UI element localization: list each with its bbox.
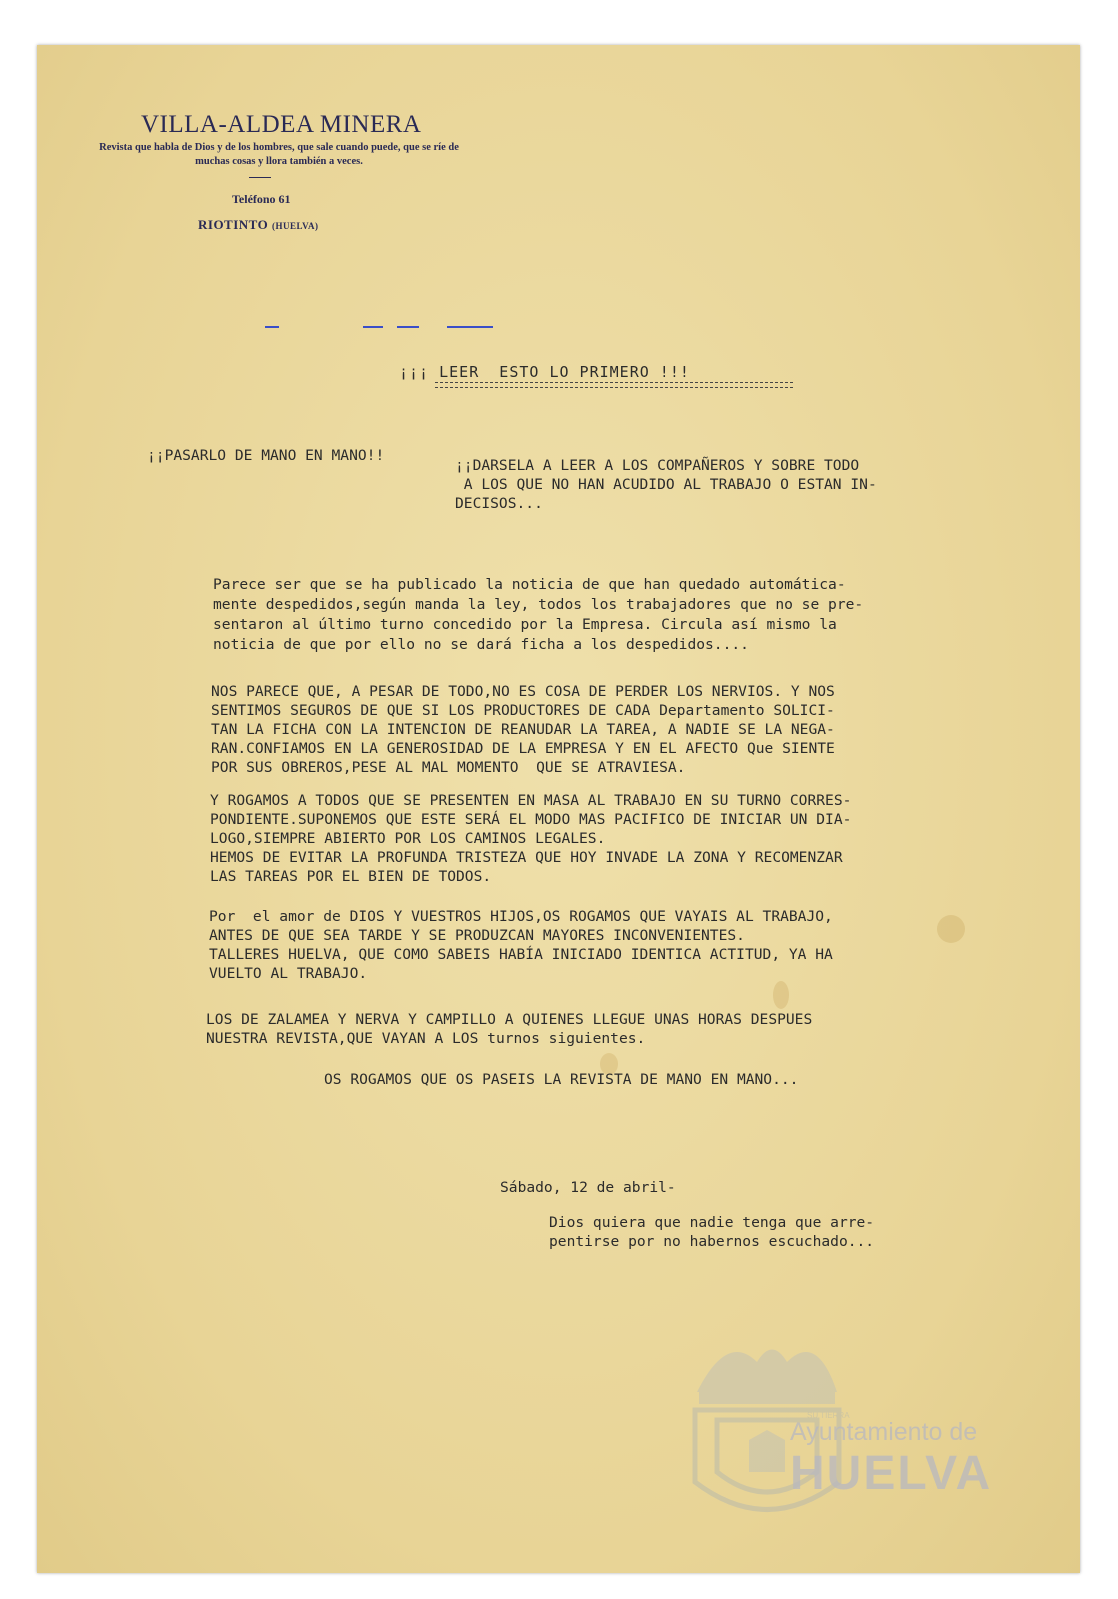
signoff-line: pentirse por no habernos escuchado... xyxy=(549,1233,875,1250)
paragraph1-line: sentaron al último turno concedido por la Empresa. Circula así mismo la xyxy=(213,616,837,633)
blue-mark xyxy=(265,326,279,328)
heading-underline xyxy=(435,382,793,388)
pass-it-on: ¡¡PASARLO DE MANO EN MANO!! xyxy=(147,447,385,464)
main-heading: ¡¡¡ LEER ESTO LO PRIMERO !!! xyxy=(399,363,690,381)
paragraph3-line: HEMOS DE EVITAR LA PROFUNDA TRISTEZA QUE HOY INVADE LA ZONA Y RECOMENZAR xyxy=(210,849,843,866)
paragraph4-line: VUELTO AL TRABAJO. xyxy=(209,965,368,982)
letterhead-subtitle: Revista que habla de Dios y de los hombres, que sale cuando puede, que se ríe de muchas cosas y llora también a veces. xyxy=(99,142,459,167)
paragraph4-line: Por el amor de DIOS Y VUESTROS HIJOS,OS ROGAMOS QUE VAYAIS AL TRABAJO, xyxy=(209,908,833,925)
city-name: RIOTINTO xyxy=(198,217,269,232)
paragraph3-line: LOGO,SIEMPRE ABIERTO POR LOS CAMINOS LEGALES. xyxy=(210,830,606,847)
paragraph2-line: RAN.CONFIAMOS EN LA GENEROSIDAD DE LA EMPRESA Y EN EL AFECTO Que SIENTE xyxy=(211,740,835,757)
letterhead-phone: Teléfono 61 xyxy=(232,192,291,206)
paragraph2-line: TAN LA FICHA CON LA INTENCION DE REANUDAR LA TAREA, A NADIE SE LA NEGA- xyxy=(211,721,835,738)
blue-mark xyxy=(447,326,493,328)
paragraph3-line: Y ROGAMOS A TODOS QUE SE PRESENTEN EN MASA AL TRABAJO EN SU TURNO CORRES- xyxy=(210,792,852,809)
date-line: Sábado, 12 de abril- xyxy=(500,1179,676,1196)
paragraph5-line: NUESTRA REVISTA,QUE VAYAN A LOS turnos siguientes. xyxy=(206,1030,646,1047)
letterhead-title: VILLA-ALDEA MINERA xyxy=(141,111,422,138)
give-it-line: A LOS QUE NO HAN ACUDIDO AL TRABAJO O ESTAN IN- xyxy=(455,476,877,493)
crest-text: SU TIERRA xyxy=(807,1411,850,1420)
paragraph4-line: ANTES DE QUE SEA TARDE Y SE PRODUZCAN MAYORES INCONVENIENTES. xyxy=(209,927,745,944)
closing-line: OS ROGAMOS QUE OS PASEIS LA REVISTA DE MANO EN MANO... xyxy=(324,1071,799,1088)
paragraph2-line: SENTIMOS SEGUROS DE QUE SI LOS PRODUCTORES DE CADA Departamento SOLICI- xyxy=(211,702,835,719)
watermark-huelva: HUELVA xyxy=(790,1447,993,1500)
blue-mark xyxy=(397,326,419,328)
letterhead-city xyxy=(198,217,319,233)
give-it-line: DECISOS... xyxy=(455,495,543,512)
letterhead-divider xyxy=(249,177,271,178)
paragraph1-line: Parece ser que se ha publicado la noticia de que han quedado automática- xyxy=(213,576,846,593)
paragraph4-line: TALLERES HUELVA, QUE COMO SABEIS HABÍA INICIADO IDENTICA ACTITUD, YA HA xyxy=(209,946,833,963)
watermark-ayuntamiento: Ayuntamiento de xyxy=(790,1418,978,1446)
province-name: (HUELVA) xyxy=(271,221,319,231)
paragraph2-line: NOS PARECE QUE, A PESAR DE TODO,NO ES COSA DE PERDER LOS NERVIOS. Y NOS xyxy=(211,683,835,700)
give-it-line: ¡¡DARSELA A LEER A LOS COMPAÑEROS Y SOBRE TODO xyxy=(455,457,860,474)
paragraph3-line: PONDIENTE.SUPONEMOS QUE ESTE SERÁ EL MODO MAS PACIFICO DE INICIAR UN DIA- xyxy=(210,811,852,828)
paragraph1-line: mente despedidos,según manda la ley, todos los trabajadores que no se pre- xyxy=(213,596,864,613)
paragraph1-line: noticia de que por ello no se dará ficha a los despedidos.... xyxy=(213,636,749,653)
paragraph3-line: LAS TAREAS POR EL BIEN DE TODOS. xyxy=(210,868,492,885)
paragraph5-line: LOS DE ZALAMEA Y NERVA Y CAMPILLO A QUIENES LLEGUE UNAS HORAS DESPUES xyxy=(206,1011,813,1028)
blue-mark xyxy=(363,326,383,328)
paper-stain xyxy=(937,915,965,943)
signoff-line: Dios quiera que nadie tenga que arre- xyxy=(549,1214,875,1231)
paper-stain xyxy=(773,981,789,1009)
paragraph2-line: POR SUS OBREROS,PESE AL MAL MOMENTO QUE SE ATRAVIESA. xyxy=(211,759,686,776)
